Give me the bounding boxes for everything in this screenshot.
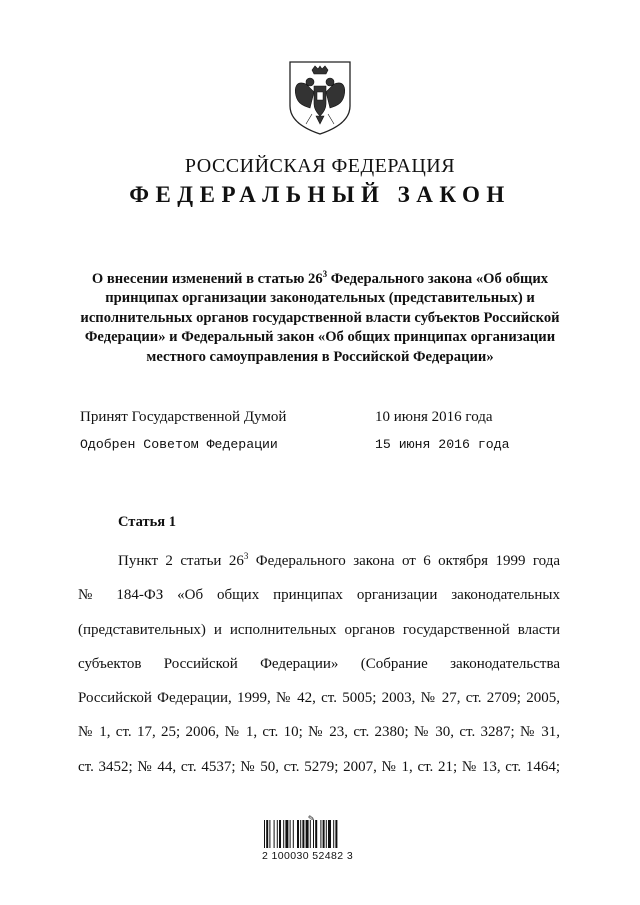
barcode-bar <box>285 820 288 848</box>
handwritten-mark: ✎ <box>307 813 316 824</box>
law-title-start: О внесении изменений в статью 26 <box>91 271 323 287</box>
barcode-bar <box>315 820 317 848</box>
barcode-bar <box>264 820 265 848</box>
body-line-1-rest: Федерального закона от 6 октября 1999 года <box>248 553 560 569</box>
approved-council-label: Одобрен Советом Федерации <box>80 437 278 452</box>
body-line-1 <box>78 544 560 578</box>
barcode-number: 2 100030 52482 3 <box>262 850 354 862</box>
barcode-bar <box>277 820 278 848</box>
article-body <box>78 544 560 784</box>
barcode-bar <box>328 820 331 848</box>
barcode-bar <box>326 820 327 848</box>
barcode-bar <box>310 820 311 848</box>
barcode-block <box>262 813 378 862</box>
body-line-1-superscript: 3 <box>243 551 249 561</box>
body-line: № 184-ФЗ «Об общих принципах организации законодательных <box>78 587 560 604</box>
country-heading: РОССИЙСКАЯ ФЕДЕРАЦИЯ <box>184 155 456 177</box>
body-line: № 1, ст. 17, 25; 2006, № 1, ст. 10; № 23, ст. 2380; № 30, ст. 3287; № 31, <box>78 724 560 741</box>
body-line: (представительных) и исполнительных органов государственной власти <box>78 621 560 638</box>
barcode-bar <box>279 820 281 848</box>
barcode-bar <box>333 820 334 848</box>
barcode-bar <box>335 820 337 848</box>
barcode-bar <box>302 820 304 848</box>
law-type-heading: ФЕДЕРАЛЬНЫЙ ЗАКОН <box>129 182 511 207</box>
body-line: ст. 3452; № 44, ст. 4537; № 50, ст. 5279; 2007, № 1, ст. 21; № 13, ст. 1464; <box>78 758 560 775</box>
barcode-bar <box>266 820 268 848</box>
barcode-bar <box>320 820 321 848</box>
body-line: субъектов Российской Федерации» (Собрание законодательства <box>78 655 560 672</box>
body-line: Российской Федерации, 1999, № 42, ст. 5005; 2003, № 27, ст. 2709; 2005, <box>78 690 560 707</box>
barcode-image <box>262 820 372 848</box>
barcode-bar <box>297 820 299 848</box>
adopted-duma-label: Принят Государственной Думой <box>80 409 287 425</box>
coat-of-arms-emblem <box>286 58 354 136</box>
barcode-bar <box>300 820 301 848</box>
law-title-superscript: 3 <box>322 269 328 280</box>
barcode-bar <box>306 820 309 848</box>
barcode-bar <box>269 820 270 848</box>
law-title-rest: Федерального закона «Об общих принципах организации законодательных (представительных) и исполнительных органов государственной власти субъектов Российской Федерации» и Федеральный закон «Об общих принципах организации местного самоуправления в Российской Федерации» <box>80 271 560 365</box>
barcode-bar <box>290 820 291 848</box>
law-title <box>80 270 560 367</box>
barcode-bar <box>274 820 275 848</box>
body-line-1-start: Пункт 2 статьи 26 <box>118 553 244 569</box>
barcode-bar <box>293 820 294 848</box>
adopted-duma-date: 10 июня 2016 года <box>375 409 493 425</box>
barcode-bar <box>323 820 325 848</box>
article-heading: Статья 1 <box>118 514 176 530</box>
barcode-bar <box>283 820 284 848</box>
approved-council-date: 15 июня 2016 года <box>375 437 510 452</box>
barcode-bar <box>313 820 314 848</box>
